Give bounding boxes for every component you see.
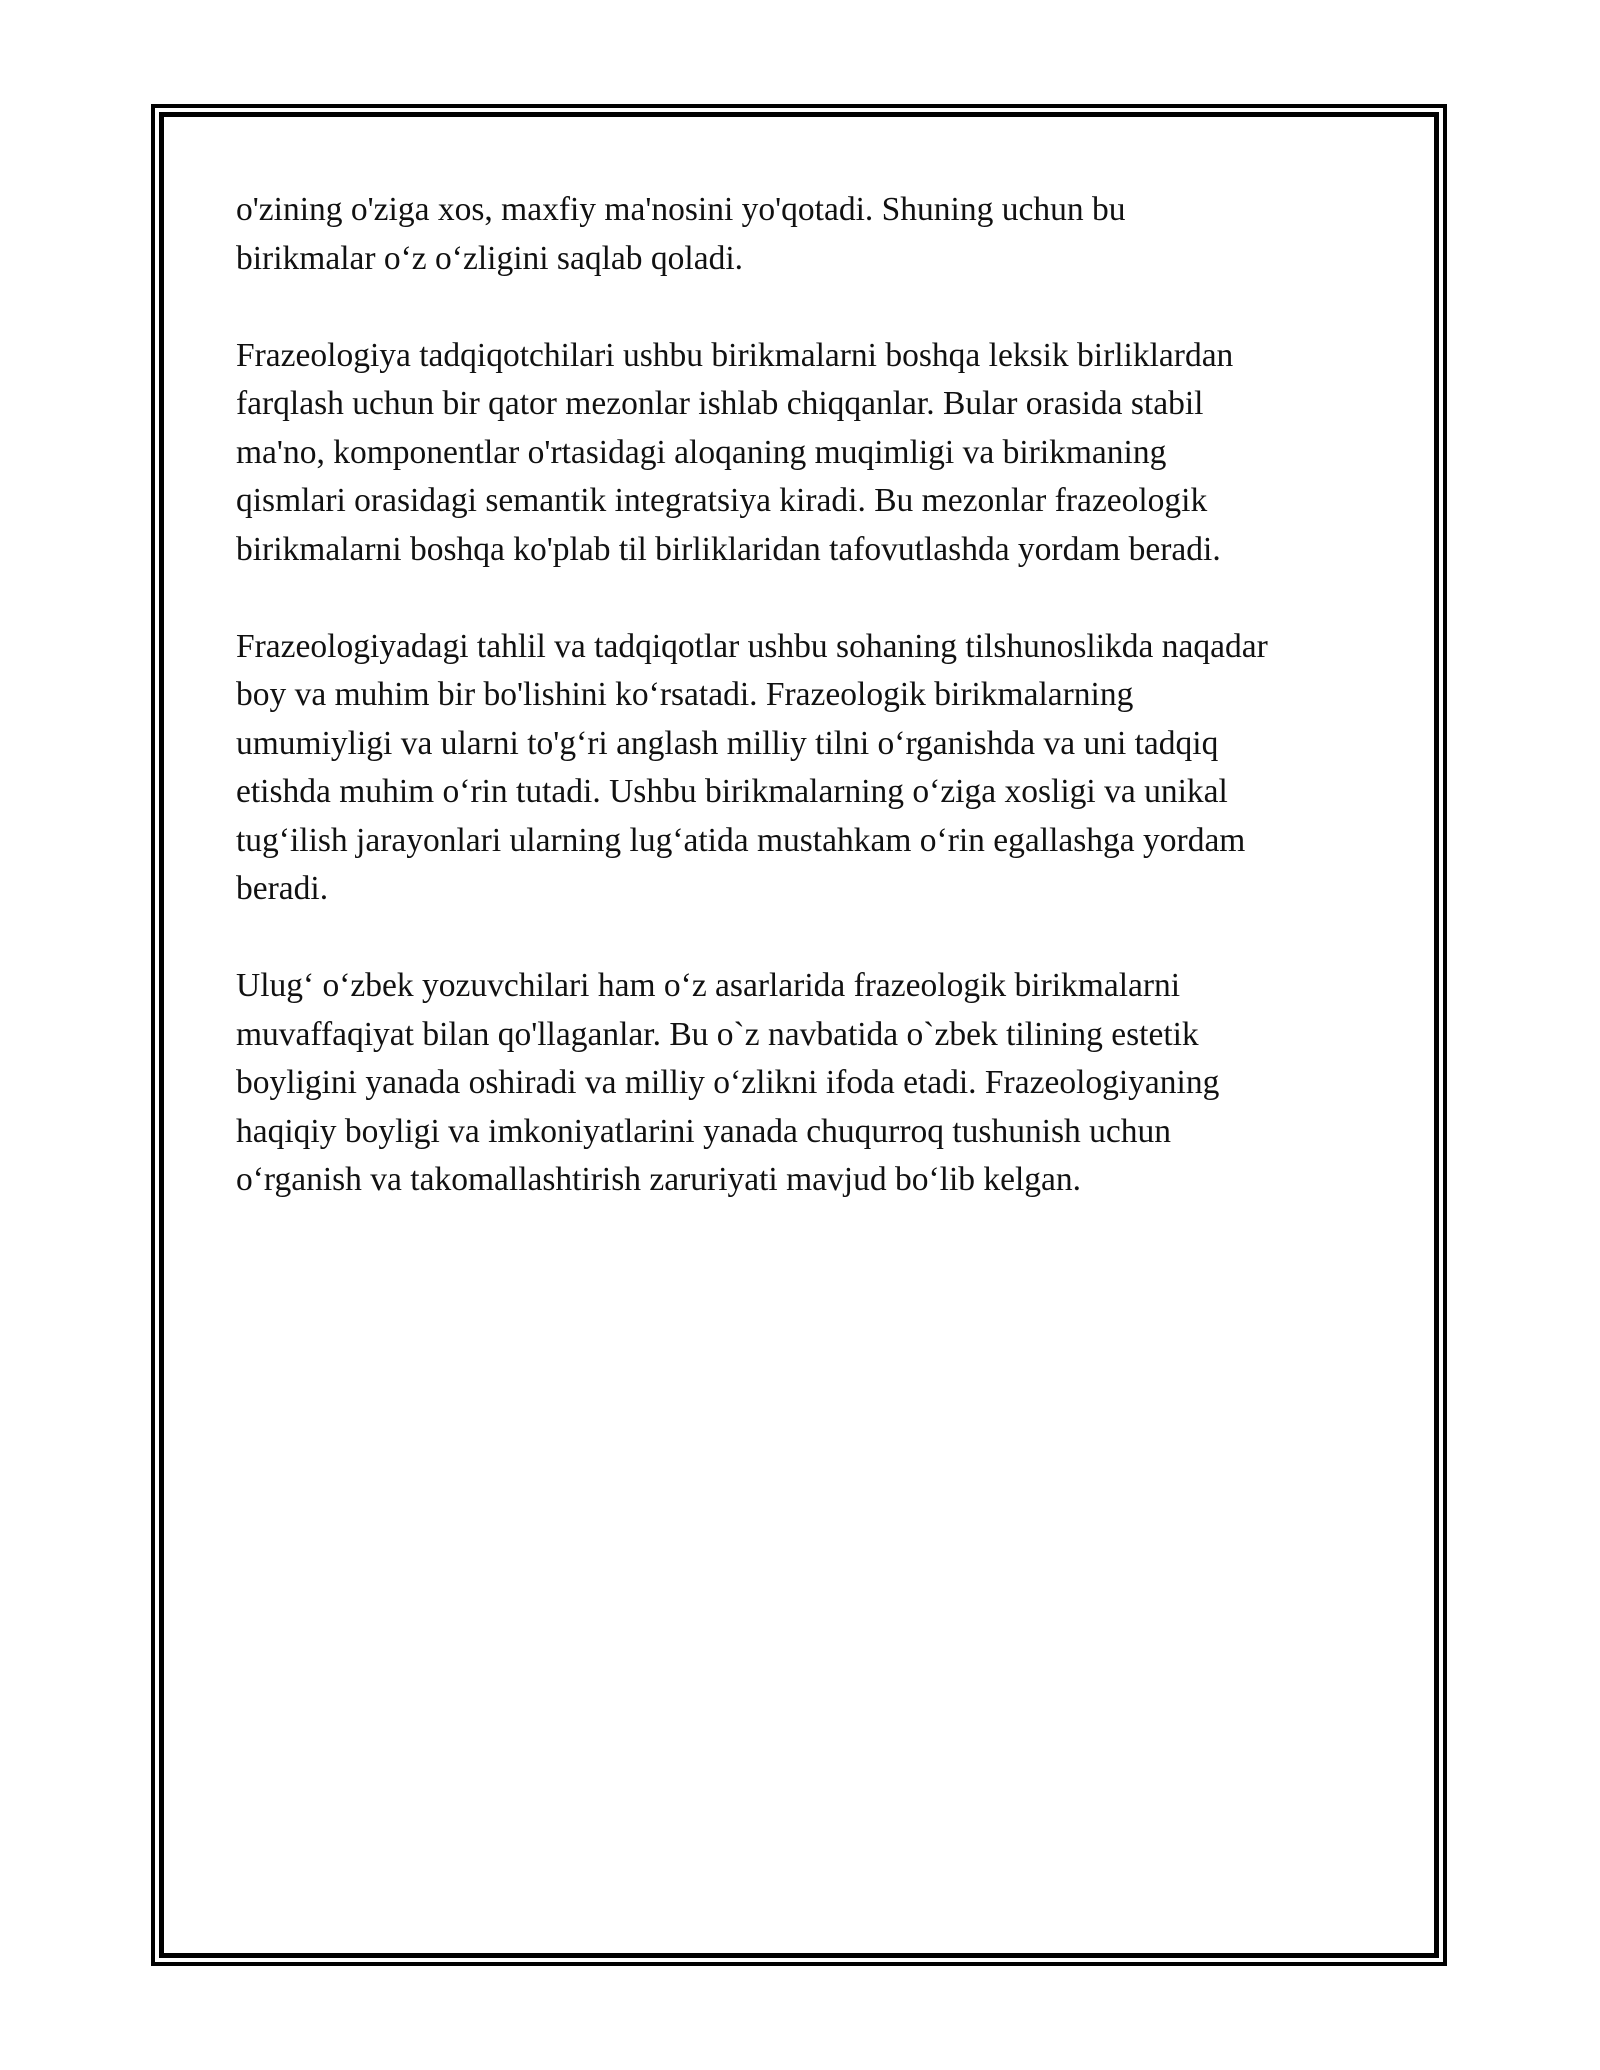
paragraph-1: o'zining o'ziga xos, maxfiy ma'nosini yo'qotadi. Shuning uchun bu birikmalar o‘z o‘zligini saqlab qoladi. (236, 191, 1126, 277)
paragraph-4: Ulug‘ o‘zbek yozuvchilari ham o‘z asarlarida frazeologik birikmalarni muvaffaqiyat bilan qo'llaganlar. Bu o`z navbatida o`zbek tilining estetik boyligini yanada oshiradi va milliy o‘zlikni ifoda etadi. Frazeologiyaning haqiqiy boyligi va imkoniyatlarini yanada chuqurroq tushunish uchun o‘rganish va takomallashtirish zaruriyati mavjud bo‘lib kelgan. (236, 967, 1220, 1198)
document-body (236, 186, 1376, 1253)
paragraph-3: Frazeologiyadagi tahlil va tadqiqotlar ushbu sohaning tilshunoslikda naqadar boy va muhim bir bo'lishini ko‘rsatadi. Frazeologik birikmalarning umumiyligi va ularni to'g‘ri anglash milliy tilni o‘rganishda va uni tadqiq etishda muhim o‘rin tutadi. Ushbu birikmalarning o‘ziga xosligi va unikal tug‘ilish jarayonlari ularning lug‘atida mustahkam o‘rin egallashga yordam beradi. (236, 627, 1268, 907)
paragraph-2: Frazeologiya tadqiqotchilari ushbu birikmalarni boshqa leksik birliklardan farqlash uchun bir qator mezonlar ishlab chiqqanlar. Bular orasida stabil ma'no, komponentlar o'rtasidagi aloqaning muqimligi va birikmaning qismlari orasidagi semantik integratsiya kiradi. Bu mezonlar frazeologik birikmalarni boshqa ko'plab til birliklaridan tafovutlashda yordam beradi. (236, 336, 1234, 568)
